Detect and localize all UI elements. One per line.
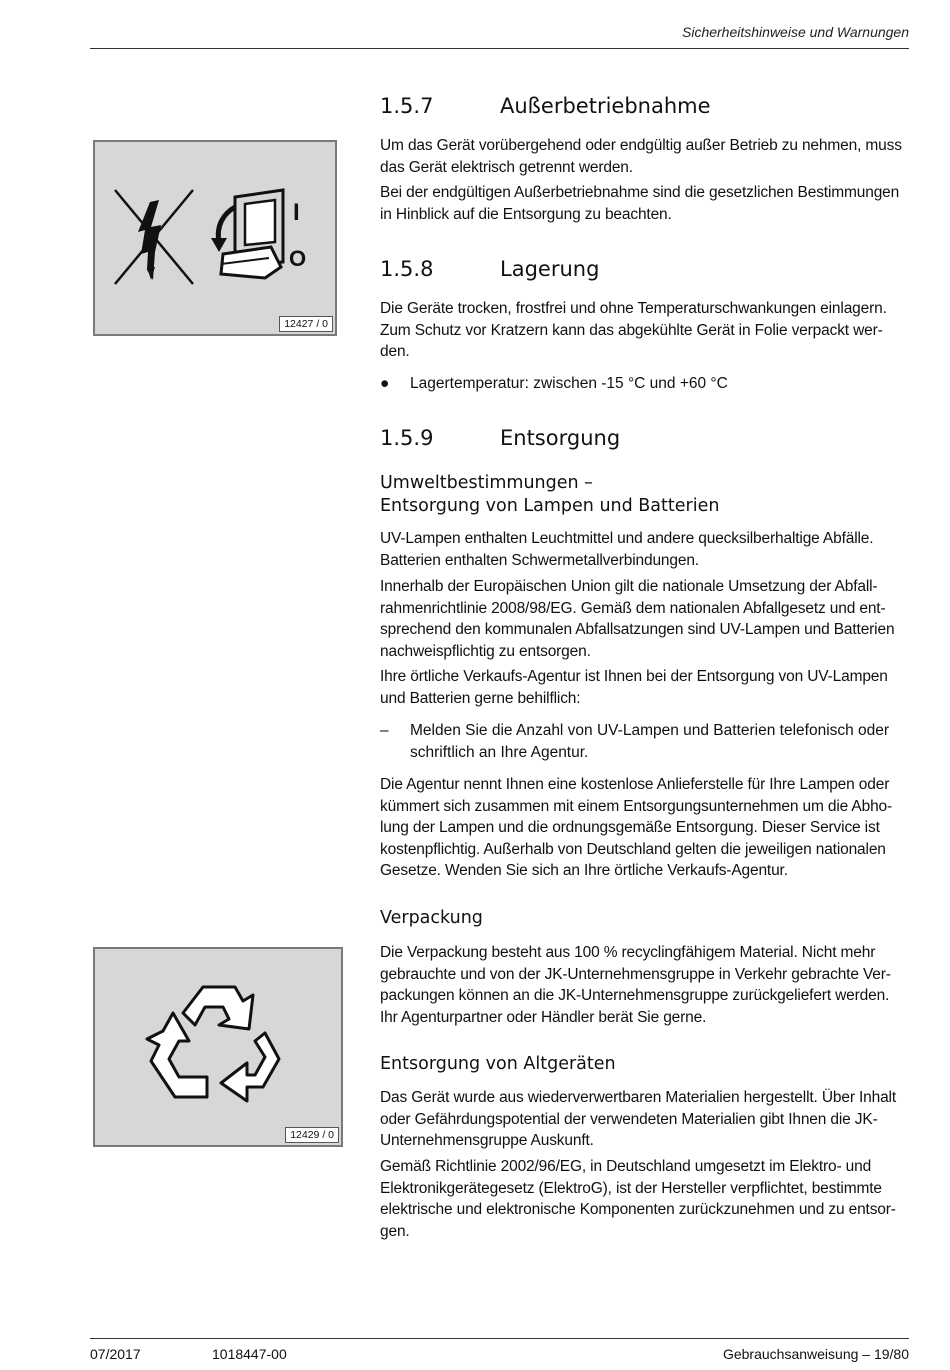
section-number: 1.5.7 <box>380 94 434 118</box>
paragraph: Die Verpackung besteht aus 100 % recyclingfähigem Material. Nicht mehr gebrauchte und von der JK-Unternehmensgruppe in Verkehr gebrachte Ver-packungen können an die JK-Unternehmensgruppe zurückgeliefert werden. Ihr Agenturpartner oder Händler berät Sie gerne. <box>380 944 891 1026</box>
footer-date: 07/2017 <box>90 1346 141 1362</box>
recycling-icon <box>95 949 341 1145</box>
figure-label: 12427 / 0 <box>279 316 333 332</box>
section-title: Entsorgung <box>500 426 621 450</box>
bullet-dot: ● <box>380 375 390 392</box>
paragraph: Bei der endgültigen Außerbetriebnahme sind die gesetzlichen Bestimmungen in Hinblick auf die Entsorgung zu beachten. <box>380 184 900 223</box>
subheading-line: Umweltbestimmungen – <box>380 473 593 493</box>
bullet-item <box>380 373 910 395</box>
dash-item <box>380 720 910 764</box>
section-heading-1-5-8 <box>380 257 599 281</box>
footer-rule <box>90 1338 909 1339</box>
figure-recycling <box>93 947 343 1147</box>
dash-mark: – <box>380 722 389 739</box>
section-number: 1.5.8 <box>380 257 434 281</box>
section-heading-1-5-9 <box>380 426 620 450</box>
paragraph: Die Agentur nennt Ihnen eine kostenlose Anlieferstelle für Ihre Lampen oder kümmert sich zusammen mit einem Entsorgungsunternehmen um die Abho-lung der Lampen und die ordnungsgemäße Entsorgung. Dieser Service ist kostenpflichtig. Außerhalb von Deutschland gelten die jeweiligen nationalen Gesetze. Wenden Sie sich an Ihre örtliche Verkaufs-Agentur. <box>380 776 893 879</box>
switch-on-mark: I <box>293 199 300 226</box>
subheading-umweltbestimmungen <box>380 472 719 518</box>
paragraph: Innerhalb der Europäischen Union gilt die nationale Umsetzung der Abfall-rahmenrichtlinie 2008/98/EG. Gemäß dem nationalen Abfallgesetz und ent-sprechend den kommunalen Abfallsatzungen sind UV-Lampen und Batterien nachweispflichtig zu entsorgen. <box>380 578 895 660</box>
section-title: Lagerung <box>500 257 600 281</box>
bullet-text: Lagertemperatur: zwischen -15 °C und +60 °C <box>410 375 728 392</box>
figure-label: 12429 / 0 <box>285 1127 339 1143</box>
paragraph: Das Gerät wurde aus wiederverwertbaren Materialien hergestellt. Über Inhalt oder Gefährdungspotential der verwendeten Materialien gibt Ihnen die JK-Unternehmensgruppe Auskunft. <box>380 1089 897 1149</box>
dash-text: Melden Sie die Anzahl von UV-Lampen und Batterien telefonisch oder schriftlich an Ihre Agentur. <box>410 722 890 761</box>
paragraph: Gemäß Richtlinie 2002/96/EG, in Deutschland umgesetzt im Elektro- und Elektronikgerätegesetz (ElektroG), ist der Hersteller verpflichtet, bestimmte elektrische und elektronische Komponenten zurückzunehmen und zu entsor-gen. <box>380 1158 896 1240</box>
subheading-entsorgung-altgeraete: Entsorgung von Altgeräten <box>380 1054 616 1074</box>
footer-page-info: Gebrauchsanweisung – 19/80 <box>722 1346 909 1362</box>
section-heading-1-5-7 <box>380 94 711 118</box>
footer-doc-number: 1018447-00 <box>212 1346 287 1362</box>
power-off-switch-icon <box>95 142 335 334</box>
section-number: 1.5.9 <box>380 426 434 450</box>
paragraph: Um das Gerät vorübergehend oder endgültig außer Betrieb zu nehmen, muss das Gerät elektrisch getrennt werden. <box>380 137 902 176</box>
header-rule <box>90 48 909 49</box>
running-header: Sicherheitshinweise und Warnungen <box>682 24 909 40</box>
subheading-line: Entsorgung von Lampen und Batterien <box>380 496 720 516</box>
paragraph: Die Geräte trocken, frostfrei und ohne Temperaturschwankungen einlagern. Zum Schutz vor Kratzern kann das abgekühlte Gerät in Folie verpackt wer-den. <box>380 300 887 360</box>
paragraph: UV-Lampen enthalten Leuchtmittel und andere quecksilberhaltige Abfälle. Batterien enthalten Schwermetallverbindungen. <box>380 530 874 569</box>
paragraph: Ihre örtliche Verkaufs-Agentur ist Ihnen bei der Entsorgung von UV-Lampen und Batterien gerne behilflich: <box>380 668 888 707</box>
switch-off-mark: O <box>289 246 307 271</box>
subheading-verpackung: Verpackung <box>380 908 483 928</box>
section-title: Außerbetriebnahme <box>500 94 711 118</box>
figure-power-off <box>93 140 337 336</box>
